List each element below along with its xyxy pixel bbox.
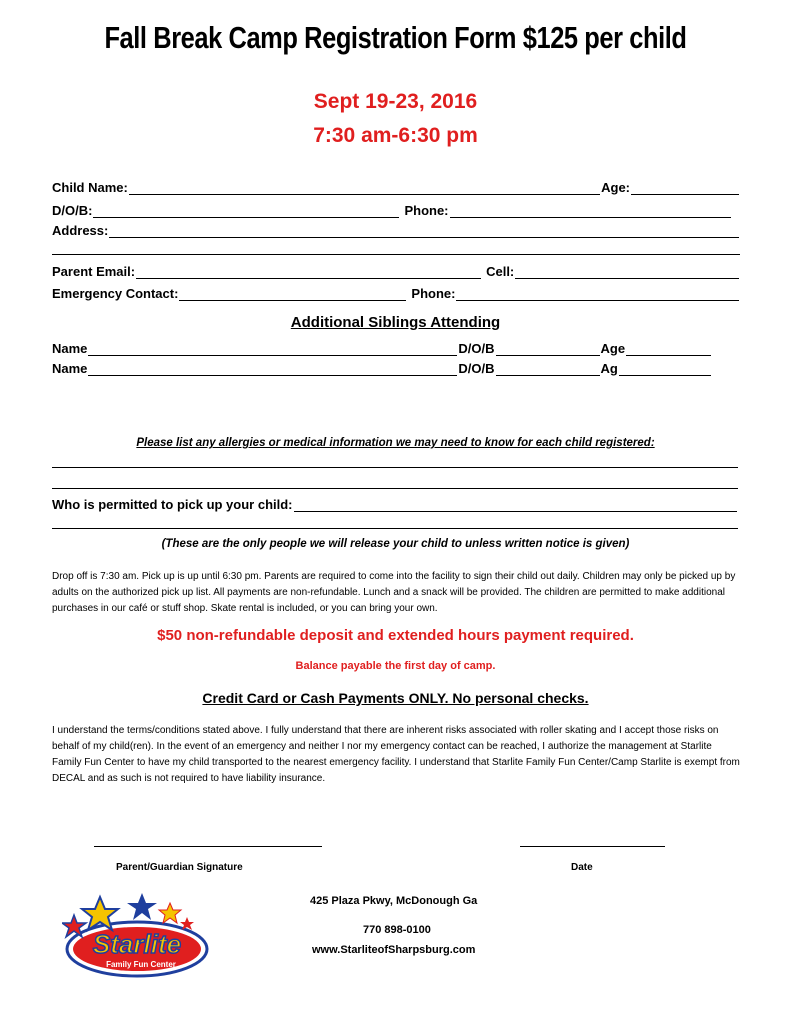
address-line-2[interactable] [52, 254, 740, 255]
emergency-field[interactable] [179, 289, 406, 301]
sibling-name-label: Name [52, 361, 88, 376]
phone-text: 770 898-0100 [363, 924, 431, 936]
sibling-name-field[interactable] [88, 344, 457, 356]
address-label: Address: [52, 223, 109, 238]
signature-label: Parent/Guardian Signature [116, 862, 243, 873]
dob-label: D/O/B: [52, 203, 93, 218]
sibling-age-label: Age [600, 341, 626, 356]
cell-label: Cell: [486, 264, 515, 279]
phone-field[interactable] [450, 206, 731, 218]
sibling-name-field[interactable] [88, 364, 457, 376]
sibling-dob-field[interactable] [496, 364, 600, 376]
allergies-line-1[interactable] [52, 467, 738, 468]
address-field[interactable] [109, 226, 739, 238]
starlite-logo [62, 887, 212, 983]
deposit-notice: $50 non-refundable deposit and extended hours payment required. [157, 627, 634, 644]
website-link[interactable]: www.StarliteofSharpsburg.com [312, 944, 476, 956]
sibling-age-label: Ag [600, 361, 618, 376]
sibling-age-field[interactable] [619, 364, 711, 376]
sibling-dob-label: D/O/B [458, 341, 495, 356]
age-label: Age: [601, 180, 630, 195]
camp-dates: Sept 19-23, 2016 [313, 90, 478, 113]
pickup-label: Who is permitted to pick up your child: [52, 497, 293, 512]
payment-notice: Credit Card or Cash Payments ONLY. No personal checks. [202, 690, 589, 706]
allergies-line-2[interactable] [52, 488, 738, 489]
signature-line[interactable] [94, 846, 322, 847]
sibling-name-label: Name [52, 341, 88, 356]
terms-text: I understand the terms/conditions stated above. I fully understand that there are inherent risks associated with roller skating and I accept those risks on behalf of my child(ren). In the event of an emergency and neither I nor my emergency contact can be reached, I authorize the management at Starlite Family Fun Center to have my child transported to the nearest emergency facility. I understand that Starlite Family Fun Center/Camp Starlite is exempt from DECAL and as such is not required to have liability insurance. [52, 725, 740, 784]
address-text: 425 Plaza Pkwy, McDonough Ga [310, 895, 478, 907]
logo-text: Starlite [92, 929, 182, 959]
form-title: Fall Break Camp Registration Form $125 per child [104, 20, 687, 55]
dob-field[interactable] [93, 206, 399, 218]
siblings-heading: Additional Siblings Attending [290, 314, 501, 331]
phone-label: Phone: [404, 203, 449, 218]
sibling-dob-label: D/O/B [458, 361, 495, 376]
emergency-label: Emergency Contact: [52, 286, 179, 301]
emergency-phone-label: Phone: [411, 286, 456, 301]
parent-email-field[interactable] [136, 267, 481, 279]
star-icon [159, 903, 181, 923]
parent-email-row [52, 264, 740, 279]
sibling-age-field[interactable] [626, 344, 711, 356]
balance-notice: Balance payable the first day of camp. [295, 660, 496, 672]
parent-email-label: Parent Email: [52, 264, 136, 279]
pickup-row [52, 497, 738, 512]
child-name-label: Child Name: [52, 180, 128, 195]
pickup-field[interactable] [294, 500, 737, 512]
policy-text: Drop off is 7:30 am. Pick up is up until 6:30 pm. Parents are required to come into the facility to sign their child out daily. Children may only be picked up by adults on the authorized pick up list. All payments are non-refundable. Lunch and a snack will be provided. The children are permitted to make additional purchases in our café or stuff shop. Skate rental is included, or you can bring your own. [52, 571, 736, 614]
sibling-row [52, 341, 712, 356]
camp-hours: 7:30 am-6:30 pm [313, 124, 478, 147]
sibling-row [52, 361, 712, 376]
sibling-dob-field[interactable] [496, 344, 600, 356]
pickup-line-2[interactable] [52, 528, 738, 529]
starlite-logo-graphic [62, 887, 212, 983]
address-row [52, 223, 740, 238]
cell-field[interactable] [515, 267, 739, 279]
age-field[interactable] [631, 183, 739, 195]
date-line[interactable] [520, 846, 665, 847]
pickup-note: (These are the only people we will release your child to unless written notice is given) [161, 538, 630, 550]
child-name-row [52, 180, 740, 195]
allergies-prompt: Please list any allergies or medical information we may need to know for each child registered: [136, 437, 655, 449]
emergency-row [52, 286, 740, 301]
logo-tagline: Family Fun Center [106, 960, 176, 969]
emergency-phone-field[interactable] [456, 289, 739, 301]
child-name-field[interactable] [129, 183, 600, 195]
star-icon [127, 893, 157, 920]
dob-row [52, 203, 732, 218]
date-label: Date [571, 862, 593, 873]
